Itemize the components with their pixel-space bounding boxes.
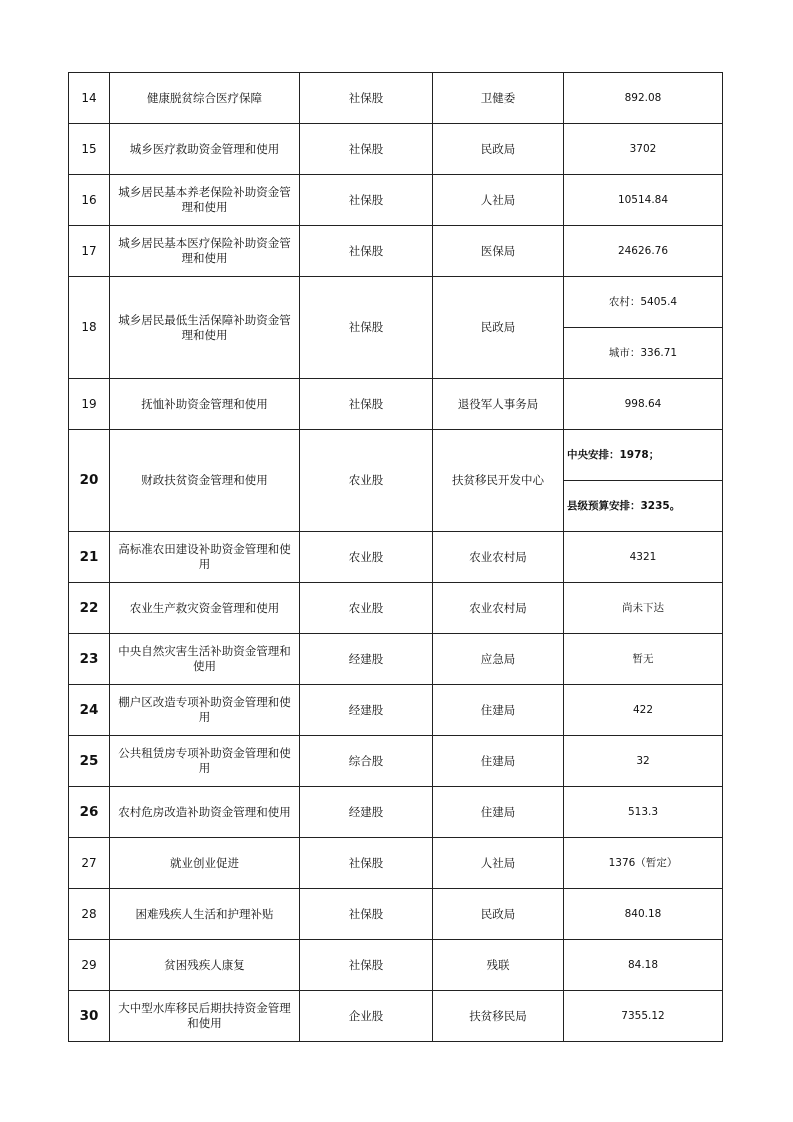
item-name: 财政扶贫资金管理和使用 — [110, 430, 300, 532]
bureau: 民政局 — [433, 277, 564, 379]
table-row — [69, 379, 723, 430]
item-name: 抚恤补助资金管理和使用 — [110, 379, 300, 430]
table-row — [69, 634, 723, 685]
amount: 84.18 — [564, 940, 723, 991]
department: 综合股 — [300, 736, 433, 787]
row-number: 16 — [69, 175, 110, 226]
bureau: 住建局 — [433, 787, 564, 838]
bureau: 住建局 — [433, 685, 564, 736]
bureau: 农业农村局 — [433, 532, 564, 583]
item-name: 农业生产救灾资金管理和使用 — [110, 583, 300, 634]
table-row — [69, 430, 723, 481]
table-row — [69, 532, 723, 583]
item-name: 就业创业促进 — [110, 838, 300, 889]
row-number: 25 — [69, 736, 110, 787]
amount-rural: 农村：5405.4 — [564, 277, 723, 328]
bureau: 扶贫移民局 — [433, 991, 564, 1042]
department: 经建股 — [300, 634, 433, 685]
department: 经建股 — [300, 787, 433, 838]
bureau: 农业农村局 — [433, 583, 564, 634]
table-row — [69, 583, 723, 634]
table-row — [69, 685, 723, 736]
table-row — [69, 124, 723, 175]
department: 社保股 — [300, 175, 433, 226]
bureau: 应急局 — [433, 634, 564, 685]
department: 社保股 — [300, 940, 433, 991]
bureau: 民政局 — [433, 889, 564, 940]
table-row — [69, 991, 723, 1042]
amount-urban: 城市：336.71 — [564, 328, 723, 379]
department: 社保股 — [300, 226, 433, 277]
amount: 1376（暂定） — [564, 838, 723, 889]
amount: 513.3 — [564, 787, 723, 838]
item-name: 城乡居民基本医疗保险补助资金管理和使用 — [110, 226, 300, 277]
table-row — [69, 277, 723, 328]
department: 农业股 — [300, 532, 433, 583]
department: 社保股 — [300, 73, 433, 124]
row-number: 21 — [69, 532, 110, 583]
item-name: 高标准农田建设补助资金管理和使用 — [110, 532, 300, 583]
item-name: 城乡居民基本养老保险补助资金管理和使用 — [110, 175, 300, 226]
row-number: 18 — [69, 277, 110, 379]
row-number: 14 — [69, 73, 110, 124]
department: 经建股 — [300, 685, 433, 736]
amount: 4321 — [564, 532, 723, 583]
item-name: 中央自然灾害生活补助资金管理和使用 — [110, 634, 300, 685]
bureau: 残联 — [433, 940, 564, 991]
table-row — [69, 889, 723, 940]
bureau: 人社局 — [433, 175, 564, 226]
item-name: 公共租赁房专项补助资金管理和使用 — [110, 736, 300, 787]
row-number: 28 — [69, 889, 110, 940]
item-name: 农村危房改造补助资金管理和使用 — [110, 787, 300, 838]
row-number: 22 — [69, 583, 110, 634]
bureau: 住建局 — [433, 736, 564, 787]
table-row — [69, 940, 723, 991]
table-row — [69, 226, 723, 277]
bureau: 卫健委 — [433, 73, 564, 124]
row-number: 23 — [69, 634, 110, 685]
department: 农业股 — [300, 430, 433, 532]
bureau: 人社局 — [433, 838, 564, 889]
amount: 24626.76 — [564, 226, 723, 277]
amount: 7355.12 — [564, 991, 723, 1042]
amount: 892.08 — [564, 73, 723, 124]
bureau: 医保局 — [433, 226, 564, 277]
row-number: 15 — [69, 124, 110, 175]
item-name: 棚户区改造专项补助资金管理和使用 — [110, 685, 300, 736]
amount: 32 — [564, 736, 723, 787]
item-name: 健康脱贫综合医疗保障 — [110, 73, 300, 124]
item-name: 城乡医疗救助资金管理和使用 — [110, 124, 300, 175]
amount: 998.64 — [564, 379, 723, 430]
amount: 10514.84 — [564, 175, 723, 226]
amount-central: 中央安排：1978； — [564, 430, 723, 481]
department: 社保股 — [300, 838, 433, 889]
department: 社保股 — [300, 379, 433, 430]
row-number: 26 — [69, 787, 110, 838]
department: 社保股 — [300, 124, 433, 175]
item-name: 贫困残疾人康复 — [110, 940, 300, 991]
amount: 422 — [564, 685, 723, 736]
amount: 840.18 — [564, 889, 723, 940]
table-row — [69, 736, 723, 787]
item-name: 城乡居民最低生活保障补助资金管理和使用 — [110, 277, 300, 379]
amount-county: 县级预算安排：3235。 — [564, 481, 723, 532]
table-row — [69, 175, 723, 226]
fund-table — [68, 72, 723, 1042]
item-name: 大中型水库移民后期扶持资金管理和使用 — [110, 991, 300, 1042]
department: 社保股 — [300, 277, 433, 379]
row-number: 17 — [69, 226, 110, 277]
row-number: 19 — [69, 379, 110, 430]
amount: 暂无 — [564, 634, 723, 685]
row-number: 27 — [69, 838, 110, 889]
row-number: 29 — [69, 940, 110, 991]
amount: 尚未下达 — [564, 583, 723, 634]
item-name: 困难残疾人生活和护理补贴 — [110, 889, 300, 940]
department: 农业股 — [300, 583, 433, 634]
table-row — [69, 787, 723, 838]
amount: 3702 — [564, 124, 723, 175]
bureau: 民政局 — [433, 124, 564, 175]
row-number: 20 — [69, 430, 110, 532]
row-number: 30 — [69, 991, 110, 1042]
department: 企业股 — [300, 991, 433, 1042]
table-row — [69, 838, 723, 889]
table-row — [69, 73, 723, 124]
bureau: 扶贫移民开发中心 — [433, 430, 564, 532]
bureau: 退役军人事务局 — [433, 379, 564, 430]
row-number: 24 — [69, 685, 110, 736]
department: 社保股 — [300, 889, 433, 940]
